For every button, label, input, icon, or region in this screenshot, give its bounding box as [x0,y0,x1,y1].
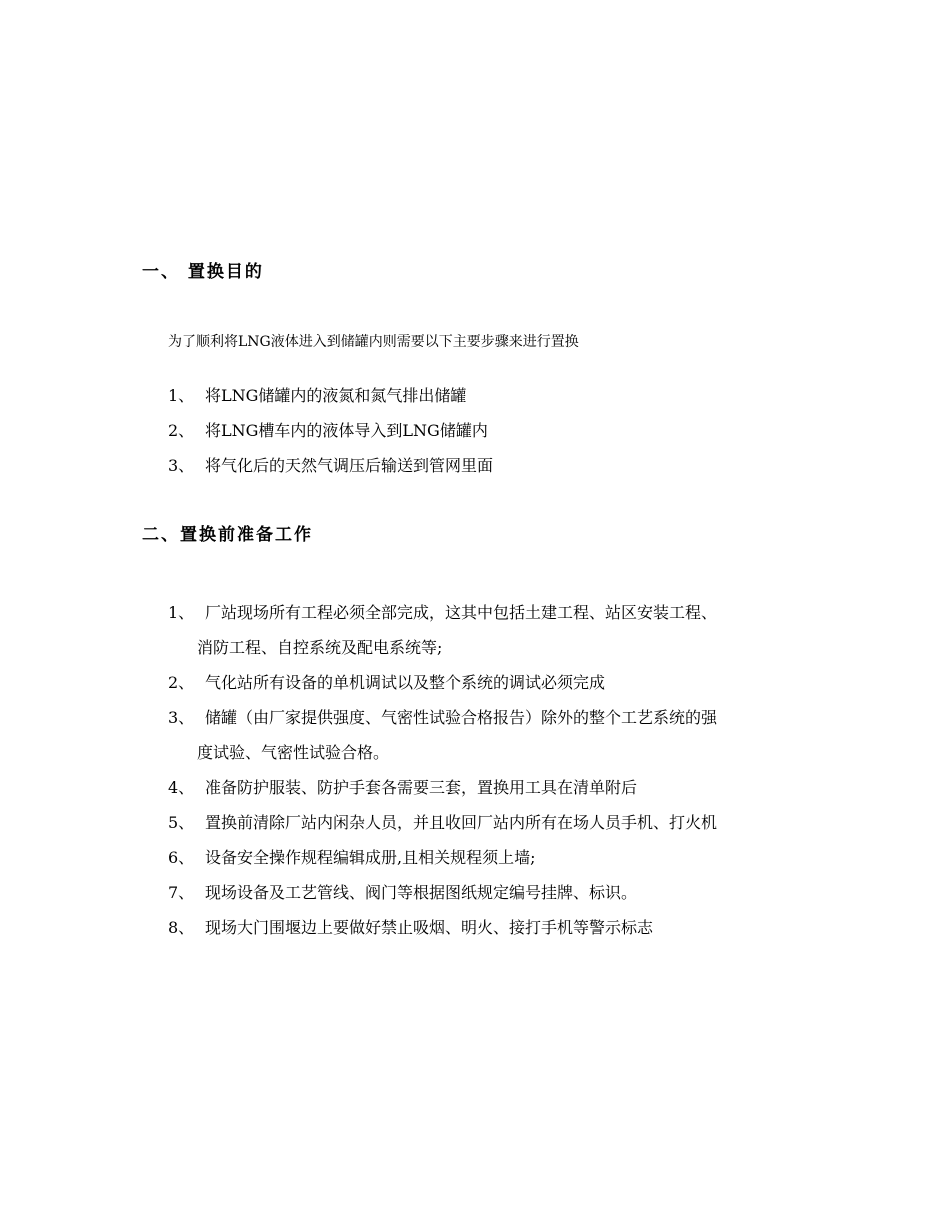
list-item [168,805,818,840]
item-text: 将气化后的天然气调压后输送到管网里面 [205,456,494,475]
item-number: 8、 [168,918,195,937]
section-heading-preparation: 二、置换前准备工作 [142,525,313,545]
preparation-list [168,595,818,945]
list-item [168,700,818,770]
item-text: 现场设备及工艺管线、阀门等根据图纸规定编号挂牌、标识。 [205,883,638,902]
item-number: 1、 [168,386,195,405]
item-text-continued: 度试验、气密性试验合格。 [197,743,390,762]
item-text-continued: 消防工程、自控系统及配电系统等; [197,638,443,657]
item-text: 准备防护服装、防护手套各需要三套，置换用工具在清单附后 [205,778,638,797]
intro-paragraph: 为了顺利将LNG液体进入到储罐内则需要以下主要步骤来进行置换 [168,334,579,350]
item-number: 2、 [168,421,195,440]
item-text: 厂站现场所有工程必须全部完成，这其中包括土建工程、站区安装工程、 [205,603,718,622]
item-number: 7、 [168,883,195,902]
item-text: 气化站所有设备的单机调试以及整个系统的调试必须完成 [205,673,606,692]
purpose-steps-list [168,378,818,483]
list-item [168,448,818,483]
list-item [168,840,818,875]
item-number: 3、 [168,456,195,475]
item-number: 6、 [168,848,195,867]
list-item [168,910,818,945]
item-number: 2、 [168,673,195,692]
item-text: 将LNG储罐内的液氮和氮气排出储罐 [205,386,467,405]
section-heading-purpose: 一、 置换目的 [142,262,264,282]
item-number: 3、 [168,708,195,727]
item-number: 5、 [168,813,195,832]
list-item [168,770,818,805]
list-item [168,413,818,448]
item-text: 现场大门围堰边上要做好禁止吸烟、明火、接打手机等警示标志 [205,918,654,937]
item-number: 1、 [168,603,195,622]
item-number: 4、 [168,778,195,797]
list-item [168,378,818,413]
item-text: 置换前清除厂站内闲杂人员，并且收回厂站内所有在场人员手机、打火机 [205,813,718,832]
item-text: 储罐（由厂家提供强度、气密性试验合格报告）除外的整个工艺系统的强 [205,708,718,727]
list-item [168,595,818,665]
list-item [168,875,818,910]
item-text: 将LNG槽车内的液体导入到LNG储罐内 [205,421,488,440]
list-item [168,665,818,700]
item-text: 设备安全操作规程编辑成册,且相关规程须上墙; [205,848,536,867]
